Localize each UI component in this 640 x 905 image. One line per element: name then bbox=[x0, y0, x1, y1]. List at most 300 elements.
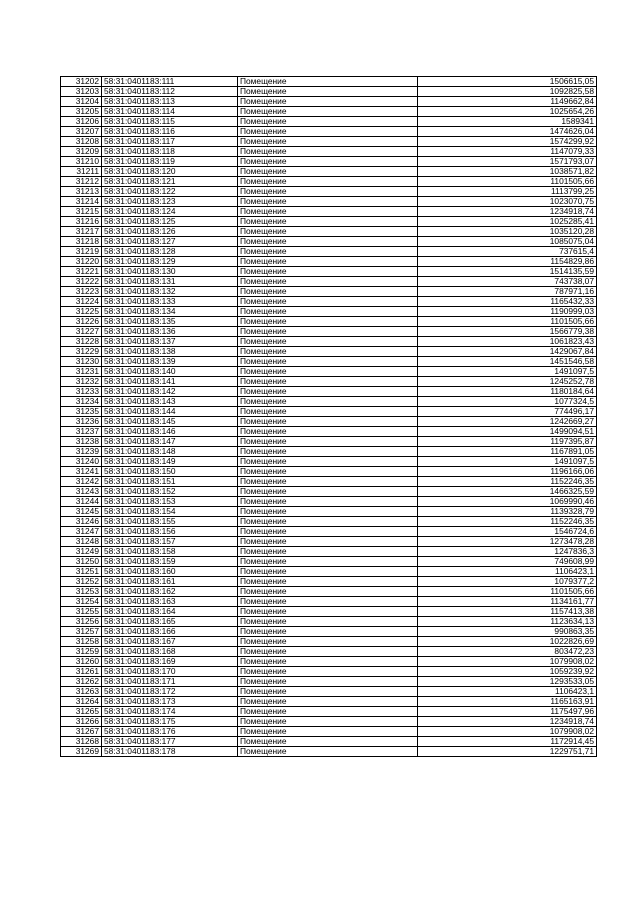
object-type-cell: Помещение bbox=[238, 107, 418, 117]
cadastral-value-cell: 737615,4 bbox=[418, 247, 597, 257]
cadastral-number-cell: 58:31:0401183:178 bbox=[102, 747, 238, 757]
cadastral-value-cell: 1234918,74 bbox=[418, 207, 597, 217]
cadastral-value-cell: 1157413,38 bbox=[418, 607, 597, 617]
cadastral-number-cell: 58:31:0401183:150 bbox=[102, 467, 238, 477]
row-number-cell: 31227 bbox=[61, 327, 102, 337]
row-number-cell: 31241 bbox=[61, 467, 102, 477]
row-number-cell: 31258 bbox=[61, 637, 102, 647]
object-type-cell: Помещение bbox=[238, 267, 418, 277]
table-row bbox=[61, 707, 597, 717]
row-number-cell: 31208 bbox=[61, 137, 102, 147]
row-number-cell: 31266 bbox=[61, 717, 102, 727]
object-type-cell: Помещение bbox=[238, 557, 418, 567]
object-type-cell: Помещение bbox=[238, 717, 418, 727]
row-number-cell: 31225 bbox=[61, 307, 102, 317]
table-row bbox=[61, 437, 597, 447]
cadastral-number-cell: 58:31:0401183:157 bbox=[102, 537, 238, 547]
table-row bbox=[61, 477, 597, 487]
table-row bbox=[61, 317, 597, 327]
table-row bbox=[61, 417, 597, 427]
cadastral-value-cell: 1113799,25 bbox=[418, 187, 597, 197]
cadastral-value-cell: 1106423,1 bbox=[418, 567, 597, 577]
object-type-cell: Помещение bbox=[238, 237, 418, 247]
cadastral-number-cell: 58:31:0401183:153 bbox=[102, 497, 238, 507]
table-row bbox=[61, 397, 597, 407]
table-row bbox=[61, 117, 597, 127]
object-type-cell: Помещение bbox=[238, 367, 418, 377]
cadastral-value-cell: 1574299,92 bbox=[418, 137, 597, 147]
table-row bbox=[61, 257, 597, 267]
object-type-cell: Помещение bbox=[238, 377, 418, 387]
cadastral-value-cell: 1069990,46 bbox=[418, 497, 597, 507]
row-number-cell: 31261 bbox=[61, 667, 102, 677]
cadastral-value-cell: 1079908,02 bbox=[418, 657, 597, 667]
cadastral-value-cell: 1123634,13 bbox=[418, 617, 597, 627]
table-row bbox=[61, 657, 597, 667]
table-row bbox=[61, 427, 597, 437]
cadastral-number-cell: 58:31:0401183:155 bbox=[102, 517, 238, 527]
cadastral-value-cell: 1491097,5 bbox=[418, 367, 597, 377]
table-row bbox=[61, 447, 597, 457]
cadastral-number-cell: 58:31:0401183:158 bbox=[102, 547, 238, 557]
object-type-cell: Помещение bbox=[238, 477, 418, 487]
table-row bbox=[61, 387, 597, 397]
table-row bbox=[61, 487, 597, 497]
object-type-cell: Помещение bbox=[238, 127, 418, 137]
cadastral-value-cell: 743738,07 bbox=[418, 277, 597, 287]
cadastral-number-cell: 58:31:0401183:130 bbox=[102, 267, 238, 277]
cadastral-number-cell: 58:31:0401183:172 bbox=[102, 687, 238, 697]
object-type-cell: Помещение bbox=[238, 167, 418, 177]
row-number-cell: 31257 bbox=[61, 627, 102, 637]
object-type-cell: Помещение bbox=[238, 737, 418, 747]
cadastral-number-cell: 58:31:0401183:165 bbox=[102, 617, 238, 627]
cadastral-number-cell: 58:31:0401183:169 bbox=[102, 657, 238, 667]
object-type-cell: Помещение bbox=[238, 177, 418, 187]
cadastral-value-cell: 1085075,04 bbox=[418, 237, 597, 247]
cadastral-value-cell: 1101505,66 bbox=[418, 177, 597, 187]
cadastral-value-cell: 1571793,07 bbox=[418, 157, 597, 167]
cadastral-number-cell: 58:31:0401183:149 bbox=[102, 457, 238, 467]
cadastral-number-cell: 58:31:0401183:170 bbox=[102, 667, 238, 677]
table-row bbox=[61, 227, 597, 237]
cadastral-value-cell: 1165163,91 bbox=[418, 697, 597, 707]
cadastral-value-cell: 1229751,71 bbox=[418, 747, 597, 757]
object-type-cell: Помещение bbox=[238, 637, 418, 647]
cadastral-number-cell: 58:31:0401183:114 bbox=[102, 107, 238, 117]
cadastral-number-cell: 58:31:0401183:117 bbox=[102, 137, 238, 147]
table-row bbox=[61, 567, 597, 577]
cadastral-value-cell: 1154829,86 bbox=[418, 257, 597, 267]
row-number-cell: 31242 bbox=[61, 477, 102, 487]
cadastral-number-cell: 58:31:0401183:121 bbox=[102, 177, 238, 187]
row-number-cell: 31212 bbox=[61, 177, 102, 187]
cadastral-value-cell: 1167891,05 bbox=[418, 447, 597, 457]
row-number-cell: 31217 bbox=[61, 227, 102, 237]
cadastral-value-cell: 1147079,33 bbox=[418, 147, 597, 157]
cadastral-value-cell: 1165432,33 bbox=[418, 297, 597, 307]
row-number-cell: 31216 bbox=[61, 217, 102, 227]
cadastral-value-cell: 1180184,64 bbox=[418, 387, 597, 397]
cadastral-value-cell: 1035120,28 bbox=[418, 227, 597, 237]
object-type-cell: Помещение bbox=[238, 597, 418, 607]
row-number-cell: 31202 bbox=[61, 77, 102, 87]
object-type-cell: Помещение bbox=[238, 437, 418, 447]
row-number-cell: 31249 bbox=[61, 547, 102, 557]
table-row bbox=[61, 167, 597, 177]
row-number-cell: 31263 bbox=[61, 687, 102, 697]
object-type-cell: Помещение bbox=[238, 117, 418, 127]
row-number-cell: 31233 bbox=[61, 387, 102, 397]
row-number-cell: 31250 bbox=[61, 557, 102, 567]
object-type-cell: Помещение bbox=[238, 357, 418, 367]
cadastral-value-cell: 1172914,45 bbox=[418, 737, 597, 747]
row-number-cell: 31238 bbox=[61, 437, 102, 447]
table-row bbox=[61, 577, 597, 587]
row-number-cell: 31209 bbox=[61, 147, 102, 157]
cadastral-value-cell: 787971,16 bbox=[418, 287, 597, 297]
table-row bbox=[61, 177, 597, 187]
table-row bbox=[61, 467, 597, 477]
object-type-cell: Помещение bbox=[238, 307, 418, 317]
row-number-cell: 31251 bbox=[61, 567, 102, 577]
row-number-cell: 31245 bbox=[61, 507, 102, 517]
cadastral-number-cell: 58:31:0401183:120 bbox=[102, 167, 238, 177]
object-type-cell: Помещение bbox=[238, 607, 418, 617]
object-type-cell: Помещение bbox=[238, 667, 418, 677]
table-row bbox=[61, 347, 597, 357]
cadastral-value-cell: 1079908,02 bbox=[418, 727, 597, 737]
cadastral-number-cell: 58:31:0401183:162 bbox=[102, 587, 238, 597]
table-row bbox=[61, 87, 597, 97]
cadastral-number-cell: 58:31:0401183:141 bbox=[102, 377, 238, 387]
table-body bbox=[61, 77, 597, 757]
object-type-cell: Помещение bbox=[238, 587, 418, 597]
object-type-cell: Помещение bbox=[238, 617, 418, 627]
object-type-cell: Помещение bbox=[238, 707, 418, 717]
object-type-cell: Помещение bbox=[238, 97, 418, 107]
row-number-cell: 31268 bbox=[61, 737, 102, 747]
cadastral-number-cell: 58:31:0401183:118 bbox=[102, 147, 238, 157]
table-row bbox=[61, 717, 597, 727]
cadastral-value-cell: 1466325,59 bbox=[418, 487, 597, 497]
object-type-cell: Помещение bbox=[238, 627, 418, 637]
row-number-cell: 31244 bbox=[61, 497, 102, 507]
table-row bbox=[61, 357, 597, 367]
table-row bbox=[61, 547, 597, 557]
cadastral-number-cell: 58:31:0401183:131 bbox=[102, 277, 238, 287]
cadastral-value-cell: 990863,35 bbox=[418, 627, 597, 637]
object-type-cell: Помещение bbox=[238, 147, 418, 157]
cadastral-number-cell: 58:31:0401183:126 bbox=[102, 227, 238, 237]
cadastral-value-cell: 1079377,2 bbox=[418, 577, 597, 587]
object-type-cell: Помещение bbox=[238, 697, 418, 707]
cadastral-number-cell: 58:31:0401183:146 bbox=[102, 427, 238, 437]
cadastral-number-cell: 58:31:0401183:168 bbox=[102, 647, 238, 657]
table-row bbox=[61, 237, 597, 247]
object-type-cell: Помещение bbox=[238, 537, 418, 547]
object-type-cell: Помещение bbox=[238, 747, 418, 757]
row-number-cell: 31240 bbox=[61, 457, 102, 467]
cadastral-number-cell: 58:31:0401183:116 bbox=[102, 127, 238, 137]
table-row bbox=[61, 407, 597, 417]
table-row bbox=[61, 457, 597, 467]
cadastral-number-cell: 58:31:0401183:151 bbox=[102, 477, 238, 487]
table-row bbox=[61, 377, 597, 387]
cadastral-number-cell: 58:31:0401183:134 bbox=[102, 307, 238, 317]
cadastral-value-cell: 1499094,51 bbox=[418, 427, 597, 437]
object-type-cell: Помещение bbox=[238, 287, 418, 297]
cadastral-number-cell: 58:31:0401183:143 bbox=[102, 397, 238, 407]
table-row bbox=[61, 637, 597, 647]
object-type-cell: Помещение bbox=[238, 347, 418, 357]
cadastral-number-cell: 58:31:0401183:175 bbox=[102, 717, 238, 727]
object-type-cell: Помещение bbox=[238, 727, 418, 737]
object-type-cell: Помещение bbox=[238, 227, 418, 237]
cadastral-value-table bbox=[60, 76, 597, 757]
row-number-cell: 31218 bbox=[61, 237, 102, 247]
table-row bbox=[61, 267, 597, 277]
object-type-cell: Помещение bbox=[238, 527, 418, 537]
cadastral-number-cell: 58:31:0401183:139 bbox=[102, 357, 238, 367]
cadastral-number-cell: 58:31:0401183:111 bbox=[102, 77, 238, 87]
table-row bbox=[61, 327, 597, 337]
cadastral-number-cell: 58:31:0401183:177 bbox=[102, 737, 238, 747]
cadastral-value-cell: 1152246,35 bbox=[418, 477, 597, 487]
object-type-cell: Помещение bbox=[238, 407, 418, 417]
object-type-cell: Помещение bbox=[238, 457, 418, 467]
table-row bbox=[61, 677, 597, 687]
object-type-cell: Помещение bbox=[238, 327, 418, 337]
table-row bbox=[61, 247, 597, 257]
object-type-cell: Помещение bbox=[238, 77, 418, 87]
table-row bbox=[61, 687, 597, 697]
cadastral-value-cell: 1566779,38 bbox=[418, 327, 597, 337]
object-type-cell: Помещение bbox=[238, 207, 418, 217]
cadastral-value-cell: 1152246,35 bbox=[418, 517, 597, 527]
row-number-cell: 31222 bbox=[61, 277, 102, 287]
cadastral-value-cell: 1023070,75 bbox=[418, 197, 597, 207]
table-row bbox=[61, 197, 597, 207]
row-number-cell: 31215 bbox=[61, 207, 102, 217]
object-type-cell: Помещение bbox=[238, 567, 418, 577]
table-row bbox=[61, 747, 597, 757]
table-row bbox=[61, 297, 597, 307]
row-number-cell: 31262 bbox=[61, 677, 102, 687]
row-number-cell: 31231 bbox=[61, 367, 102, 377]
row-number-cell: 31253 bbox=[61, 587, 102, 597]
cadastral-number-cell: 58:31:0401183:147 bbox=[102, 437, 238, 447]
row-number-cell: 31221 bbox=[61, 267, 102, 277]
row-number-cell: 31210 bbox=[61, 157, 102, 167]
cadastral-number-cell: 58:31:0401183:140 bbox=[102, 367, 238, 377]
object-type-cell: Помещение bbox=[238, 677, 418, 687]
table-row bbox=[61, 617, 597, 627]
object-type-cell: Помещение bbox=[238, 657, 418, 667]
row-number-cell: 31254 bbox=[61, 597, 102, 607]
table-row bbox=[61, 147, 597, 157]
object-type-cell: Помещение bbox=[238, 647, 418, 657]
row-number-cell: 31223 bbox=[61, 287, 102, 297]
row-number-cell: 31246 bbox=[61, 517, 102, 527]
cadastral-value-cell: 1101505,66 bbox=[418, 317, 597, 327]
table-row bbox=[61, 737, 597, 747]
cadastral-value-cell: 1077324,5 bbox=[418, 397, 597, 407]
table-row bbox=[61, 287, 597, 297]
object-type-cell: Помещение bbox=[238, 427, 418, 437]
table-row bbox=[61, 517, 597, 527]
cadastral-number-cell: 58:31:0401183:152 bbox=[102, 487, 238, 497]
object-type-cell: Помещение bbox=[238, 197, 418, 207]
table-row bbox=[61, 607, 597, 617]
cadastral-number-cell: 58:31:0401183:156 bbox=[102, 527, 238, 537]
cadastral-value-cell: 1247836,3 bbox=[418, 547, 597, 557]
row-number-cell: 31256 bbox=[61, 617, 102, 627]
cadastral-number-cell: 58:31:0401183:136 bbox=[102, 327, 238, 337]
object-type-cell: Помещение bbox=[238, 337, 418, 347]
cadastral-value-cell: 1196166,06 bbox=[418, 467, 597, 477]
object-type-cell: Помещение bbox=[238, 417, 418, 427]
object-type-cell: Помещение bbox=[238, 447, 418, 457]
object-type-cell: Помещение bbox=[238, 467, 418, 477]
object-type-cell: Помещение bbox=[238, 187, 418, 197]
cadastral-number-cell: 58:31:0401183:127 bbox=[102, 237, 238, 247]
object-type-cell: Помещение bbox=[238, 277, 418, 287]
row-number-cell: 31228 bbox=[61, 337, 102, 347]
row-number-cell: 31205 bbox=[61, 107, 102, 117]
object-type-cell: Помещение bbox=[238, 397, 418, 407]
table-row bbox=[61, 137, 597, 147]
cadastral-number-cell: 58:31:0401183:135 bbox=[102, 317, 238, 327]
cadastral-number-cell: 58:31:0401183:171 bbox=[102, 677, 238, 687]
cadastral-value-cell: 1197395,87 bbox=[418, 437, 597, 447]
cadastral-value-cell: 1474626,04 bbox=[418, 127, 597, 137]
table-row bbox=[61, 277, 597, 287]
object-type-cell: Помещение bbox=[238, 577, 418, 587]
cadastral-value-cell: 1059239,92 bbox=[418, 667, 597, 677]
row-number-cell: 31259 bbox=[61, 647, 102, 657]
cadastral-number-cell: 58:31:0401183:113 bbox=[102, 97, 238, 107]
object-type-cell: Помещение bbox=[238, 317, 418, 327]
row-number-cell: 31248 bbox=[61, 537, 102, 547]
cadastral-value-cell: 1589341 bbox=[418, 117, 597, 127]
object-type-cell: Помещение bbox=[238, 157, 418, 167]
cadastral-value-cell: 803472,23 bbox=[418, 647, 597, 657]
table-row bbox=[61, 127, 597, 137]
row-number-cell: 31219 bbox=[61, 247, 102, 257]
cadastral-value-cell: 1514135,59 bbox=[418, 267, 597, 277]
row-number-cell: 31252 bbox=[61, 577, 102, 587]
table-row bbox=[61, 587, 597, 597]
cadastral-value-cell: 1234918,74 bbox=[418, 717, 597, 727]
cadastral-number-cell: 58:31:0401183:160 bbox=[102, 567, 238, 577]
row-number-cell: 31213 bbox=[61, 187, 102, 197]
cadastral-value-cell: 1139328,79 bbox=[418, 507, 597, 517]
row-number-cell: 31207 bbox=[61, 127, 102, 137]
row-number-cell: 31230 bbox=[61, 357, 102, 367]
table-row bbox=[61, 337, 597, 347]
cadastral-number-cell: 58:31:0401183:137 bbox=[102, 337, 238, 347]
object-type-cell: Помещение bbox=[238, 487, 418, 497]
table-row bbox=[61, 507, 597, 517]
cadastral-value-cell: 1190999,03 bbox=[418, 307, 597, 317]
cadastral-value-cell: 1175497,96 bbox=[418, 707, 597, 717]
object-type-cell: Помещение bbox=[238, 217, 418, 227]
object-type-cell: Помещение bbox=[238, 297, 418, 307]
object-type-cell: Помещение bbox=[238, 687, 418, 697]
cadastral-value-cell: 1025285,41 bbox=[418, 217, 597, 227]
cadastral-value-cell: 1506615,05 bbox=[418, 77, 597, 87]
table-row bbox=[61, 727, 597, 737]
cadastral-number-cell: 58:31:0401183:125 bbox=[102, 217, 238, 227]
row-number-cell: 31234 bbox=[61, 397, 102, 407]
row-number-cell: 31203 bbox=[61, 87, 102, 97]
cadastral-value-cell: 1134161,77 bbox=[418, 597, 597, 607]
cadastral-number-cell: 58:31:0401183:112 bbox=[102, 87, 238, 97]
cadastral-number-cell: 58:31:0401183:164 bbox=[102, 607, 238, 617]
cadastral-value-cell: 1106423,1 bbox=[418, 687, 597, 697]
row-number-cell: 31214 bbox=[61, 197, 102, 207]
cadastral-number-cell: 58:31:0401183:124 bbox=[102, 207, 238, 217]
cadastral-value-cell: 1429067,84 bbox=[418, 347, 597, 357]
cadastral-number-cell: 58:31:0401183:167 bbox=[102, 637, 238, 647]
row-number-cell: 31226 bbox=[61, 317, 102, 327]
row-number-cell: 31235 bbox=[61, 407, 102, 417]
row-number-cell: 31206 bbox=[61, 117, 102, 127]
cadastral-number-cell: 58:31:0401183:154 bbox=[102, 507, 238, 517]
row-number-cell: 31255 bbox=[61, 607, 102, 617]
table-row bbox=[61, 107, 597, 117]
table-row bbox=[61, 187, 597, 197]
row-number-cell: 31267 bbox=[61, 727, 102, 737]
cadastral-value-cell: 1149662,84 bbox=[418, 97, 597, 107]
cadastral-number-cell: 58:31:0401183:115 bbox=[102, 117, 238, 127]
cadastral-value-cell: 1273478,28 bbox=[418, 537, 597, 547]
row-number-cell: 31204 bbox=[61, 97, 102, 107]
cadastral-value-cell: 1245252,78 bbox=[418, 377, 597, 387]
cadastral-number-cell: 58:31:0401183:144 bbox=[102, 407, 238, 417]
row-number-cell: 31243 bbox=[61, 487, 102, 497]
cadastral-number-cell: 58:31:0401183:161 bbox=[102, 577, 238, 587]
row-number-cell: 31269 bbox=[61, 747, 102, 757]
cadastral-number-cell: 58:31:0401183:133 bbox=[102, 297, 238, 307]
cadastral-value-cell: 1038571,82 bbox=[418, 167, 597, 177]
cadastral-value-cell: 1022826,69 bbox=[418, 637, 597, 647]
cadastral-value-cell: 1092825,58 bbox=[418, 87, 597, 97]
table-row bbox=[61, 667, 597, 677]
table-row bbox=[61, 537, 597, 547]
object-type-cell: Помещение bbox=[238, 517, 418, 527]
object-type-cell: Помещение bbox=[238, 497, 418, 507]
row-number-cell: 31229 bbox=[61, 347, 102, 357]
cadastral-value-cell: 774496,17 bbox=[418, 407, 597, 417]
cadastral-value-cell: 1242669,27 bbox=[418, 417, 597, 427]
table-row bbox=[61, 627, 597, 637]
cadastral-number-cell: 58:31:0401183:122 bbox=[102, 187, 238, 197]
row-number-cell: 31220 bbox=[61, 257, 102, 267]
table-row bbox=[61, 307, 597, 317]
object-type-cell: Помещение bbox=[238, 387, 418, 397]
cadastral-number-cell: 58:31:0401183:176 bbox=[102, 727, 238, 737]
object-type-cell: Помещение bbox=[238, 507, 418, 517]
row-number-cell: 31265 bbox=[61, 707, 102, 717]
row-number-cell: 31260 bbox=[61, 657, 102, 667]
cadastral-value-cell: 1491097,5 bbox=[418, 457, 597, 467]
object-type-cell: Помещение bbox=[238, 87, 418, 97]
table-row bbox=[61, 367, 597, 377]
cadastral-value-cell: 749608,99 bbox=[418, 557, 597, 567]
cadastral-number-cell: 58:31:0401183:123 bbox=[102, 197, 238, 207]
